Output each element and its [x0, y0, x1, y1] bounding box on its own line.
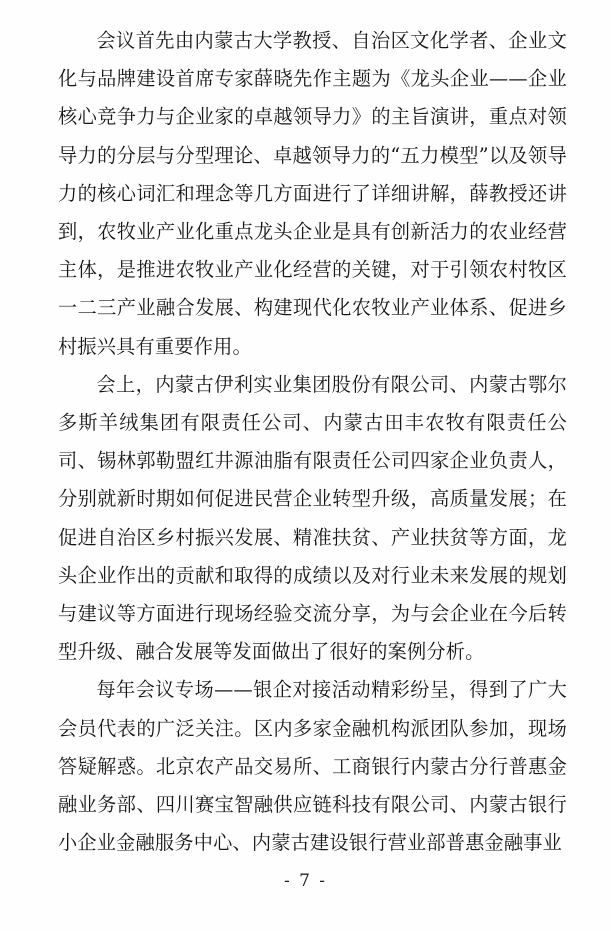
paragraph: 会上，内蒙古伊利实业集团股份有限公司、内蒙古鄂尔多斯羊绒集团有限责任公司、内蒙古田丰农牧有限责任公司、锡林郭勒盟红井源油脂有限责任公司四家企业负责人，分别就新时期如何促进民营企业转型升级，高质量发展；在促进自治区乡村振兴发展、精准扶贫、产业扶贫等方面，龙头企业作出的贡献和取得的成绩以及对行业未来发展的规划与建议等方面进行现场经验交流分享，为与会企业在今后转型升级、融合发展等发面做出了很好的案例分析。	[58, 372, 567, 664]
paragraph: 每年会议专场——银企对接活动精彩纷呈，得到了广大会员代表的广泛关注。区内多家金融机构派团队参加，现场答疑解惑。北京农产品交易所、工商银行内蒙古分行普惠金融业务部、四川赛宝智融供应链科技有限公司、内蒙古银行小企业金融服务中心、内蒙古建设银行营业部普惠金融事业	[58, 678, 567, 855]
document-body	[58, 22, 567, 862]
paragraph: 会议首先由内蒙古大学教授、自治区文化学者、企业文化与品牌建设首席专家薛晓先作主题为《龙头企业——企业核心竞争力与企业家的卓越领导力》的主旨演讲，重点对领导力的分层与分型理论、卓越领导力的“五力模型”以及领导力的核心词汇和理念等几方面进行了详细讲解，薛教授还讲到，农牧业产业化重点龙头企业是具有创新活力的农业经营主体，是推进农牧业产业化经营的关键，对于引领农村牧区一二三产业融合发展、构建现代化农牧业产业体系、促进乡村振兴具有重要作用。	[58, 29, 567, 358]
page-number: - 7 -	[283, 871, 328, 891]
